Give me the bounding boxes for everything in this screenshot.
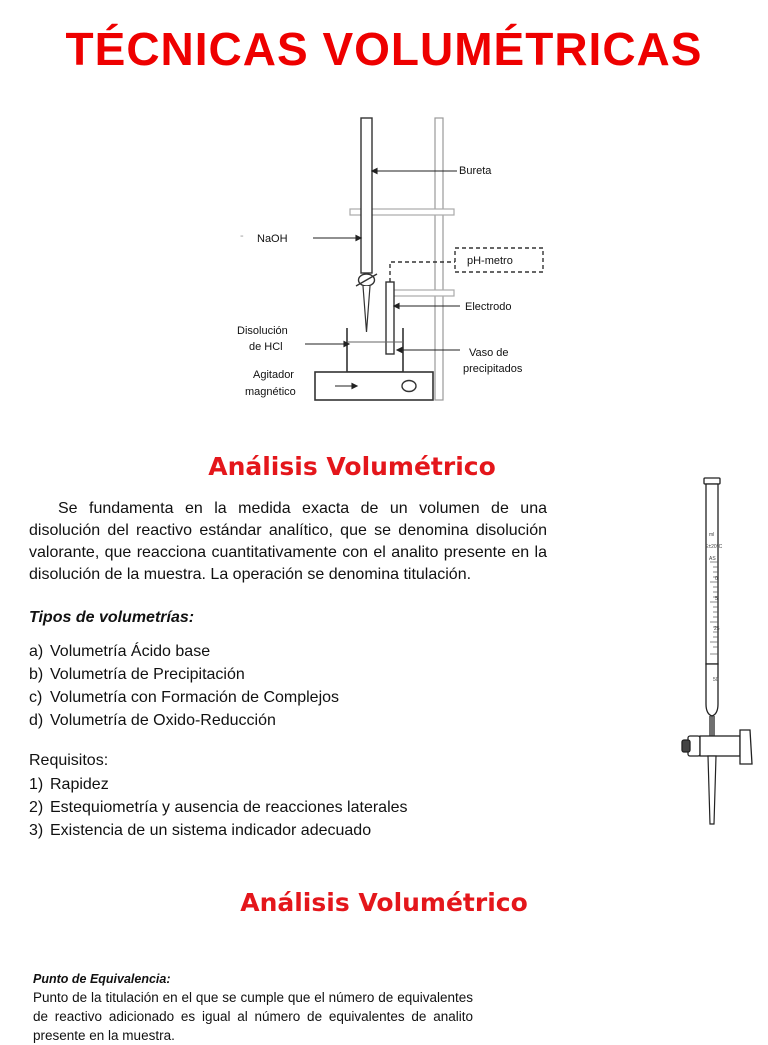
list-item: d) Volumetría de Oxido-Reducción bbox=[29, 712, 276, 729]
list-item: 2) Estequiometría y ausencia de reacciones laterales bbox=[29, 799, 408, 816]
burette-tip bbox=[708, 756, 716, 824]
label-vaso-1: Vaso de bbox=[469, 347, 509, 359]
burette-mark-low: 25 bbox=[714, 626, 720, 632]
list-item: 1) Rapidez bbox=[29, 776, 109, 793]
requisitos-title: Requisitos: bbox=[29, 752, 109, 769]
list-item: c) Volumetría con Formación de Complejos bbox=[29, 689, 340, 706]
burette-as-label: AS bbox=[709, 556, 716, 562]
burette-temp-label: E±20°C bbox=[705, 544, 723, 550]
burette-ml-label: ml bbox=[709, 532, 715, 538]
svg-text:-: - bbox=[240, 230, 244, 242]
page-title: TÉCNICAS VOLUMÉTRICAS bbox=[65, 23, 703, 75]
punto-equivalencia-text: Punto de la titulación en el que se cumple que el número de equivalentes de reactivo adicionado es igual al número de equivalentes de analito presente en la muestra. bbox=[33, 990, 473, 1043]
label-disolucion-2: de HCl bbox=[249, 341, 283, 353]
burette-mark-top: 0 bbox=[715, 576, 718, 582]
tipos-title: Tipos de volumetrías: bbox=[29, 609, 195, 626]
label-vaso-2: precipitados bbox=[463, 363, 523, 375]
tipos-list bbox=[29, 640, 339, 732]
stand-rod bbox=[435, 118, 443, 400]
list-item: 3) Existencia de un sistema indicador adecuado bbox=[29, 822, 372, 839]
label-electrodo: Electrodo bbox=[465, 301, 512, 313]
label-agitador-2: magnético bbox=[245, 386, 296, 398]
label-naoh: NaOH bbox=[257, 233, 288, 245]
burette-mark-mid: 5 bbox=[715, 596, 718, 602]
label-agitador-1: Agitador bbox=[253, 369, 294, 381]
electrode bbox=[386, 282, 394, 354]
burette-illustration bbox=[660, 474, 760, 834]
titration-setup-diagram bbox=[225, 110, 555, 410]
list-item: a) Volumetría Ácido base bbox=[29, 643, 211, 660]
punto-equivalencia-title: Punto de Equivalencia: bbox=[33, 972, 171, 986]
label-disolucion-1: Disolución bbox=[237, 325, 288, 337]
magnetic-stirrer bbox=[315, 372, 433, 400]
requisitos-list bbox=[29, 773, 408, 842]
section-heading-1: Análisis Volumétrico bbox=[208, 452, 496, 481]
intro-paragraph: Se fundamenta en la medida exacta de un volumen de una disolución del reactivo estándar analítico, que se denomina disolución valorante, que reacciona cuantitativamente con el analito presente en la disolución de la muestra. La operación se denomina titulación. bbox=[29, 500, 547, 583]
stopcock bbox=[682, 716, 752, 764]
label-ph-metro: pH-metro bbox=[467, 255, 513, 267]
list-item: b) Volumetría de Precipitación bbox=[29, 666, 245, 683]
section-heading-2: Análisis Volumétrico bbox=[240, 888, 528, 917]
label-bureta: Bureta bbox=[459, 165, 492, 177]
burette-tube bbox=[356, 118, 377, 332]
burette-mark-bottom: 50 bbox=[713, 677, 719, 683]
